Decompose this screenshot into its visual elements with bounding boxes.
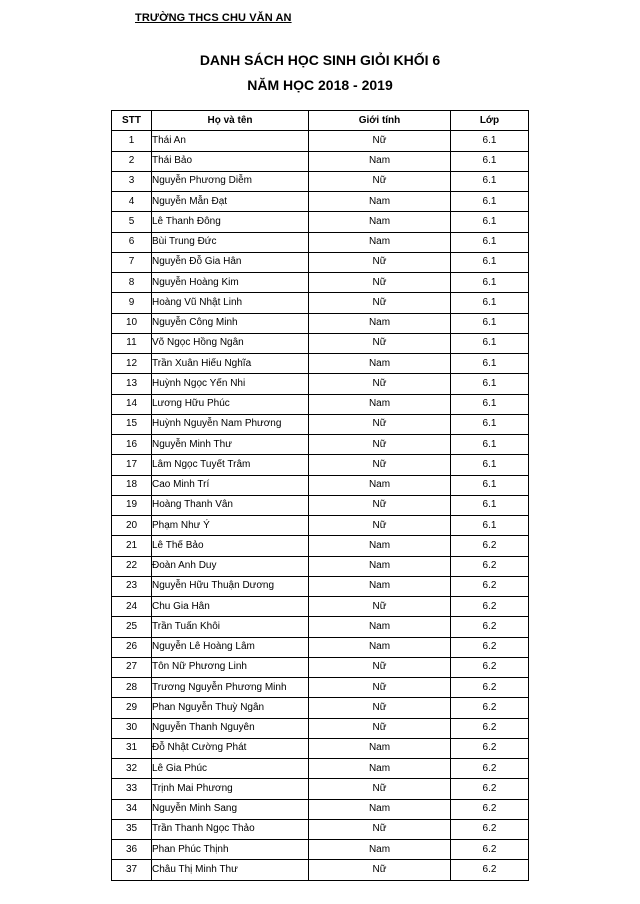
cell-stt: 36 <box>112 840 152 860</box>
cell-gender: Nữ <box>309 698 451 718</box>
cell-name: Phạm Như Ý <box>152 516 309 536</box>
cell-gender: Nữ <box>309 860 451 880</box>
cell-class: 6.2 <box>451 819 529 839</box>
cell-gender: Nữ <box>309 455 451 475</box>
table-row <box>112 414 529 434</box>
table-row <box>112 394 529 414</box>
cell-class: 6.1 <box>451 252 529 272</box>
cell-name: Nguyễn Đỗ Gia Hân <box>152 252 309 272</box>
cell-class: 6.2 <box>451 637 529 657</box>
cell-name: Hoàng Thanh Vân <box>152 495 309 515</box>
cell-gender: Nam <box>309 212 451 232</box>
cell-name: Huỳnh Ngọc Yến Nhi <box>152 374 309 394</box>
cell-class: 6.2 <box>451 860 529 880</box>
cell-name: Phan Nguyễn Thuỳ Ngân <box>152 698 309 718</box>
cell-class: 6.1 <box>451 394 529 414</box>
cell-stt: 16 <box>112 435 152 455</box>
cell-gender: Nữ <box>309 779 451 799</box>
cell-class: 6.1 <box>451 293 529 313</box>
cell-name: Thái Bảo <box>152 151 309 171</box>
cell-class: 6.2 <box>451 576 529 596</box>
cell-stt: 33 <box>112 779 152 799</box>
school-name: TRƯỜNG THCS CHU VĂN AN <box>135 12 292 24</box>
cell-name: Nguyễn Lê Hoàng Lâm <box>152 637 309 657</box>
cell-class: 6.1 <box>451 212 529 232</box>
cell-name: Trịnh Mai Phương <box>152 779 309 799</box>
cell-stt: 32 <box>112 759 152 779</box>
cell-stt: 14 <box>112 394 152 414</box>
cell-name: Thái An <box>152 131 309 151</box>
cell-gender: Nữ <box>309 435 451 455</box>
cell-class: 6.2 <box>451 556 529 576</box>
table-row <box>112 860 529 880</box>
table-row <box>112 718 529 738</box>
cell-stt: 10 <box>112 313 152 333</box>
cell-class: 6.1 <box>451 435 529 455</box>
cell-name: Bùi Trung Đức <box>152 232 309 252</box>
cell-gender: Nam <box>309 759 451 779</box>
table-row <box>112 313 529 333</box>
cell-gender: Nam <box>309 232 451 252</box>
cell-name: Chu Gia Hân <box>152 597 309 617</box>
cell-stt: 2 <box>112 151 152 171</box>
table-row <box>112 779 529 799</box>
cell-class: 6.1 <box>451 192 529 212</box>
table-row <box>112 536 529 556</box>
cell-class: 6.2 <box>451 779 529 799</box>
cell-name: Lê Thế Bảo <box>152 536 309 556</box>
cell-class: 6.2 <box>451 597 529 617</box>
cell-stt: 1 <box>112 131 152 151</box>
cell-class: 6.2 <box>451 698 529 718</box>
cell-gender: Nữ <box>309 293 451 313</box>
cell-name: Đoàn Anh Duy <box>152 556 309 576</box>
cell-class: 6.2 <box>451 718 529 738</box>
cell-name: Nguyễn Công Minh <box>152 313 309 333</box>
cell-stt: 12 <box>112 354 152 374</box>
cell-class: 6.1 <box>451 495 529 515</box>
cell-stt: 27 <box>112 657 152 677</box>
cell-stt: 9 <box>112 293 152 313</box>
table-row <box>112 597 529 617</box>
table-row <box>112 455 529 475</box>
cell-stt: 17 <box>112 455 152 475</box>
table-row <box>112 333 529 353</box>
cell-name: Lương Hữu Phúc <box>152 394 309 414</box>
cell-class: 6.1 <box>451 374 529 394</box>
cell-class: 6.2 <box>451 617 529 637</box>
cell-stt: 29 <box>112 698 152 718</box>
cell-class: 6.1 <box>451 475 529 495</box>
table-row <box>112 192 529 212</box>
table-row <box>112 354 529 374</box>
cell-stt: 6 <box>112 232 152 252</box>
table-row <box>112 516 529 536</box>
table-row <box>112 617 529 637</box>
cell-stt: 15 <box>112 414 152 434</box>
cell-gender: Nữ <box>309 273 451 293</box>
cell-gender: Nữ <box>309 495 451 515</box>
cell-name: Trần Xuân Hiếu Nghĩa <box>152 354 309 374</box>
cell-stt: 3 <box>112 171 152 191</box>
table-row <box>112 232 529 252</box>
student-list-table <box>111 110 529 881</box>
table-row <box>112 799 529 819</box>
cell-class: 6.1 <box>451 455 529 475</box>
cell-gender: Nam <box>309 536 451 556</box>
cell-gender: Nữ <box>309 678 451 698</box>
cell-gender: Nữ <box>309 414 451 434</box>
cell-stt: 22 <box>112 556 152 576</box>
table-row <box>112 374 529 394</box>
cell-stt: 21 <box>112 536 152 556</box>
table-body <box>112 131 529 880</box>
document-title: DANH SÁCH HỌC SINH GIỎI KHỐI 6 <box>199 52 441 68</box>
table-row <box>112 293 529 313</box>
cell-name: Đỗ Nhật Cường Phát <box>152 738 309 758</box>
table-row <box>112 252 529 272</box>
table-row <box>112 556 529 576</box>
cell-name: Lê Gia Phúc <box>152 759 309 779</box>
table-row <box>112 212 529 232</box>
cell-class: 6.2 <box>451 840 529 860</box>
cell-class: 6.1 <box>451 131 529 151</box>
cell-stt: 18 <box>112 475 152 495</box>
cell-stt: 26 <box>112 637 152 657</box>
cell-gender: Nam <box>309 313 451 333</box>
cell-stt: 13 <box>112 374 152 394</box>
cell-class: 6.1 <box>451 333 529 353</box>
cell-class: 6.1 <box>451 273 529 293</box>
cell-class: 6.1 <box>451 516 529 536</box>
cell-gender: Nam <box>309 192 451 212</box>
cell-name: Nguyễn Phương Diễm <box>152 171 309 191</box>
cell-gender: Nam <box>309 617 451 637</box>
cell-name: Phan Phúc Thịnh <box>152 840 309 860</box>
cell-name: Nguyễn Thanh Nguyên <box>152 718 309 738</box>
cell-class: 6.2 <box>451 738 529 758</box>
cell-stt: 24 <box>112 597 152 617</box>
cell-name: Hoàng Vũ Nhật Linh <box>152 293 309 313</box>
cell-gender: Nữ <box>309 171 451 191</box>
cell-class: 6.1 <box>451 171 529 191</box>
cell-name: Nguyễn Hoàng Kim <box>152 273 309 293</box>
cell-gender: Nữ <box>309 252 451 272</box>
cell-gender: Nam <box>309 840 451 860</box>
cell-gender: Nam <box>309 738 451 758</box>
cell-gender: Nữ <box>309 516 451 536</box>
cell-stt: 37 <box>112 860 152 880</box>
column-header-stt: STT <box>112 111 152 131</box>
cell-gender: Nữ <box>309 333 451 353</box>
cell-class: 6.1 <box>451 354 529 374</box>
cell-name: Trần Thanh Ngọc Thảo <box>152 819 309 839</box>
cell-class: 6.2 <box>451 657 529 677</box>
cell-stt: 30 <box>112 718 152 738</box>
cell-name: Nguyễn Minh Sang <box>152 799 309 819</box>
table-row <box>112 151 529 171</box>
table-row <box>112 759 529 779</box>
cell-stt: 11 <box>112 333 152 353</box>
cell-gender: Nữ <box>309 718 451 738</box>
cell-gender: Nam <box>309 354 451 374</box>
table-row <box>112 475 529 495</box>
cell-class: 6.1 <box>451 151 529 171</box>
cell-class: 6.1 <box>451 414 529 434</box>
cell-stt: 4 <box>112 192 152 212</box>
cell-gender: Nữ <box>309 819 451 839</box>
cell-gender: Nữ <box>309 131 451 151</box>
column-header-class: Lớp <box>451 111 529 131</box>
table-row <box>112 576 529 596</box>
cell-name: Châu Thị Minh Thư <box>152 860 309 880</box>
table-row <box>112 171 529 191</box>
cell-stt: 7 <box>112 252 152 272</box>
cell-stt: 5 <box>112 212 152 232</box>
cell-stt: 23 <box>112 576 152 596</box>
cell-gender: Nữ <box>309 374 451 394</box>
cell-gender: Nam <box>309 151 451 171</box>
cell-gender: Nam <box>309 576 451 596</box>
cell-stt: 31 <box>112 738 152 758</box>
table-row <box>112 738 529 758</box>
cell-name: Trương Nguyễn Phương Minh <box>152 678 309 698</box>
cell-name: Nguyễn Hữu Thuận Dương <box>152 576 309 596</box>
table-row <box>112 678 529 698</box>
column-header-name: Họ và tên <box>152 111 309 131</box>
cell-gender: Nam <box>309 637 451 657</box>
table-row <box>112 637 529 657</box>
cell-stt: 28 <box>112 678 152 698</box>
table-row <box>112 840 529 860</box>
cell-stt: 34 <box>112 799 152 819</box>
cell-name: Huỳnh Nguyễn Nam Phương <box>152 414 309 434</box>
cell-gender: Nam <box>309 799 451 819</box>
cell-stt: 35 <box>112 819 152 839</box>
school-year: NĂM HỌC 2018 - 2019 <box>247 77 393 93</box>
cell-gender: Nữ <box>309 657 451 677</box>
cell-name: Cao Minh Trí <box>152 475 309 495</box>
cell-class: 6.2 <box>451 536 529 556</box>
table-row <box>112 657 529 677</box>
cell-gender: Nam <box>309 556 451 576</box>
table-row <box>112 131 529 151</box>
cell-stt: 20 <box>112 516 152 536</box>
column-header-gender: Giới tính <box>309 111 451 131</box>
cell-class: 6.1 <box>451 313 529 333</box>
cell-name: Lê Thanh Đông <box>152 212 309 232</box>
cell-stt: 25 <box>112 617 152 637</box>
cell-name: Trần Tuấn Khôi <box>152 617 309 637</box>
table-header-row <box>112 111 529 131</box>
cell-gender: Nữ <box>309 597 451 617</box>
cell-class: 6.2 <box>451 678 529 698</box>
cell-class: 6.1 <box>451 232 529 252</box>
cell-name: Nguyễn Mẫn Đạt <box>152 192 309 212</box>
cell-name: Nguyễn Minh Thư <box>152 435 309 455</box>
table-row <box>112 495 529 515</box>
cell-stt: 8 <box>112 273 152 293</box>
cell-gender: Nam <box>309 394 451 414</box>
table-row <box>112 435 529 455</box>
cell-stt: 19 <box>112 495 152 515</box>
cell-gender: Nam <box>309 475 451 495</box>
cell-name: Võ Ngọc Hồng Ngân <box>152 333 309 353</box>
cell-class: 6.2 <box>451 799 529 819</box>
cell-name: Lâm Ngọc Tuyết Trâm <box>152 455 309 475</box>
table-row <box>112 819 529 839</box>
cell-name: Tôn Nữ Phương Linh <box>152 657 309 677</box>
table-row <box>112 698 529 718</box>
cell-class: 6.2 <box>451 759 529 779</box>
table-row <box>112 273 529 293</box>
